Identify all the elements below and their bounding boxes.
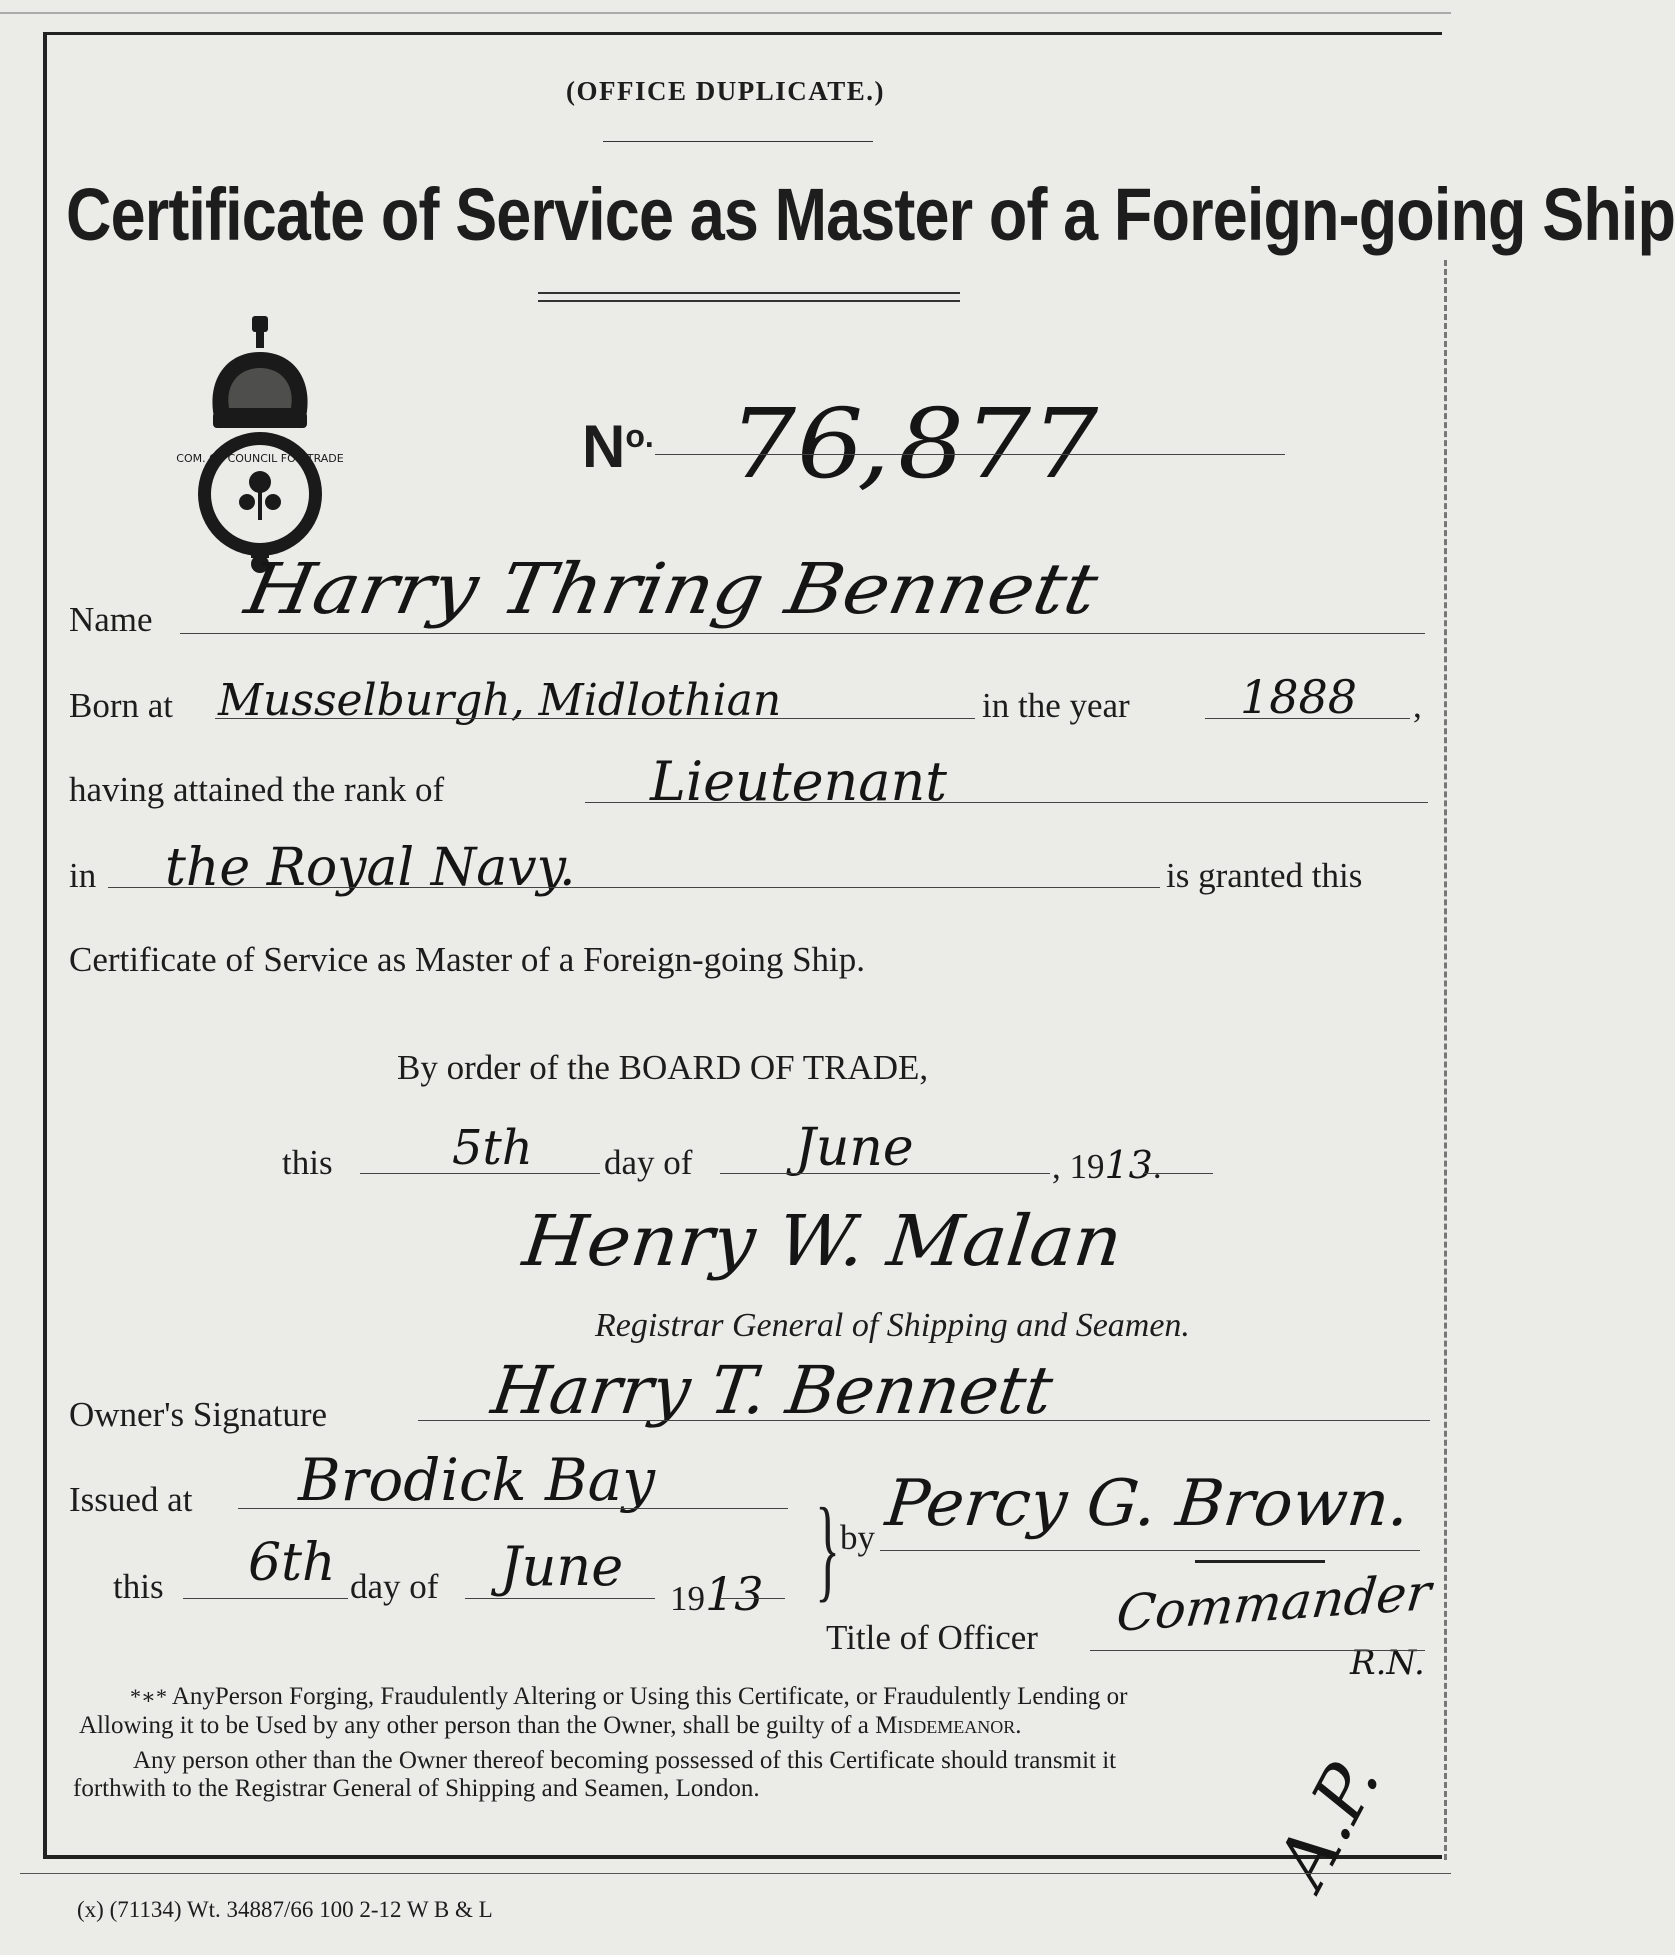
page-top-edge	[0, 12, 1451, 14]
order-day-value: 5th	[452, 1120, 533, 1176]
born-at-label: Born at	[69, 686, 174, 725]
issue-brace: }	[815, 1485, 841, 1612]
owner-signature-line	[418, 1420, 1430, 1421]
issued-day-line	[183, 1598, 348, 1599]
issued-this-label: this	[113, 1567, 164, 1606]
forgery-warning-line-1: *∗* AnyPerson Forging, Fraudulently Altering or Using this Certificate, or Fraudulently Lending or	[130, 1683, 1128, 1710]
issuing-officer-signature: Percy G. Brown.	[882, 1467, 1414, 1541]
issued-month-line	[465, 1598, 655, 1599]
footer-rule	[20, 1873, 1451, 1874]
name-value: Harry Thring Bennett	[239, 548, 1105, 630]
registrar-title: Registrar General of Shipping and Seamen.	[595, 1307, 1190, 1344]
registrar-signature: Henry W. Malan	[518, 1200, 1127, 1282]
certificate-title: Certificate of Service as Master of a Foreign-going Ship	[66, 173, 1675, 256]
issued-at-value: Brodick Bay	[298, 1446, 655, 1514]
seal-text: COM. OF COUNCIL FOR TRADE	[176, 452, 344, 465]
printer-imprint: (x) (71134) Wt. 34887/66 100 2-12 W B & L	[77, 1897, 493, 1922]
signature-underline	[1195, 1560, 1325, 1563]
initials-mark: A.P.	[1259, 1744, 1396, 1900]
board-of-trade-crown-seal-icon	[176, 312, 344, 574]
issued-day-of-label: day of	[350, 1567, 439, 1606]
title-of-officer-line	[1090, 1650, 1425, 1651]
order-month-line	[720, 1173, 1050, 1174]
birth-year-line	[1205, 718, 1410, 719]
heading-rule	[603, 141, 873, 142]
title-of-officer-label: Title of Officer	[826, 1618, 1038, 1657]
office-duplicate-heading: (OFFICE DUPLICATE.)	[565, 76, 885, 106]
issued-year-line	[720, 1598, 785, 1599]
name-label: Name	[69, 600, 153, 639]
issued-at-line	[238, 1508, 788, 1509]
order-day-of-label: day of	[604, 1143, 693, 1182]
certificate-number: 76,877	[718, 388, 1110, 500]
service-line	[108, 887, 1160, 888]
service-value: the Royal Navy.	[165, 838, 576, 898]
birth-year-comma: ,	[1413, 686, 1422, 725]
return-notice-line-1: Any person other than the Owner thereof becoming possessed of this Certificate should transmit it	[133, 1747, 1117, 1774]
order-year-line	[1143, 1173, 1213, 1174]
order-day-line	[360, 1173, 600, 1174]
issued-at-label: Issued at	[69, 1480, 193, 1519]
perforated-edge	[1444, 260, 1447, 1860]
rank-label: having attained the rank of	[69, 770, 445, 809]
in-the-year-label: in the year	[982, 686, 1130, 725]
board-of-trade-line: By order of the BOARD OF TRADE,	[397, 1048, 929, 1087]
granted-label: is granted this	[1166, 856, 1363, 895]
birth-year-value: 1888	[1240, 670, 1358, 724]
certificate-line-text: Certificate of Service as Master of a Foreign-going Ship.	[69, 940, 866, 979]
certificate-number-label: $N^{o.}$	[582, 413, 654, 480]
return-notice-line-2: forthwith to the Registrar General of Shipping and Seamen, London.	[73, 1775, 760, 1802]
in-label: in	[69, 856, 97, 895]
issued-year-label: 1913	[670, 1567, 764, 1621]
title-double-rule	[538, 292, 960, 302]
owner-signature: Harry T. Bennett	[487, 1352, 1058, 1429]
title-of-officer-value: Commander	[1113, 1563, 1434, 1643]
order-this-label: this	[282, 1143, 333, 1182]
issuing-officer-line	[880, 1550, 1420, 1551]
name-line	[180, 633, 1425, 634]
title-of-officer-suffix: R.N.	[1350, 1643, 1425, 1683]
rank-line	[585, 802, 1428, 803]
order-month-value: June	[795, 1118, 914, 1178]
owner-signature-label: Owner's Signature	[69, 1395, 328, 1434]
issued-day-value: 6th	[248, 1533, 336, 1593]
order-year-label: , 1913.	[1052, 1143, 1162, 1187]
forgery-warning-line-2: Allowing it to be Used by any other person than the Owner, shall be guilty of a Misdemeanor.	[79, 1712, 1022, 1739]
by-label: by	[840, 1518, 875, 1557]
number-line	[655, 454, 1285, 455]
issued-month-value: June	[500, 1535, 624, 1598]
born-place-value: Musselburgh, Midlothian	[218, 675, 782, 726]
born-place-line	[215, 718, 975, 719]
rank-value: Lieutenant	[650, 750, 947, 813]
